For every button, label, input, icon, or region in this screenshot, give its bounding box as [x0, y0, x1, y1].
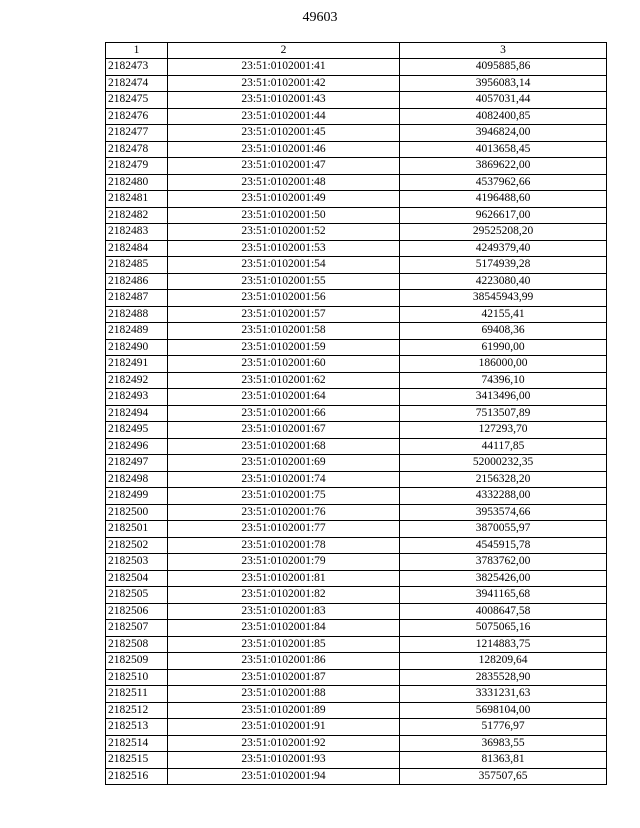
table-row: [106, 504, 607, 521]
table-row: [106, 75, 607, 92]
cell-cadastral-code: 23:51:0102001:60: [168, 356, 400, 373]
cell-number: 2182492: [106, 372, 168, 389]
cell-number: 2182473: [106, 59, 168, 76]
cell-cadastral-code: 23:51:0102001:47: [168, 158, 400, 175]
cell-value: 29525208,20: [400, 224, 607, 241]
cell-value: 4223080,40: [400, 273, 607, 290]
cell-value: 4545915,78: [400, 537, 607, 554]
cell-cadastral-code: 23:51:0102001:55: [168, 273, 400, 290]
cell-number: 2182480: [106, 174, 168, 191]
cell-value: 3783762,00: [400, 554, 607, 571]
cell-cadastral-code: 23:51:0102001:59: [168, 339, 400, 356]
data-table: [105, 42, 607, 785]
cell-number: 2182479: [106, 158, 168, 175]
cell-value: 3825426,00: [400, 570, 607, 587]
table-row: [106, 422, 607, 439]
cell-number: 2182491: [106, 356, 168, 373]
table-row: [106, 92, 607, 109]
cell-number: 2182487: [106, 290, 168, 307]
table-row: [106, 686, 607, 703]
table-row: [106, 191, 607, 208]
cell-cadastral-code: 23:51:0102001:91: [168, 719, 400, 736]
table-row: [106, 389, 607, 406]
cell-cadastral-code: 23:51:0102001:48: [168, 174, 400, 191]
table-row: [106, 752, 607, 769]
cell-value: 3956083,14: [400, 75, 607, 92]
cell-cadastral-code: 23:51:0102001:56: [168, 290, 400, 307]
cell-value: 4249379,40: [400, 240, 607, 257]
cell-value: 4013658,45: [400, 141, 607, 158]
cell-number: 2182488: [106, 306, 168, 323]
cell-cadastral-code: 23:51:0102001:76: [168, 504, 400, 521]
cell-value: 127293,70: [400, 422, 607, 439]
table-row: [106, 306, 607, 323]
cell-cadastral-code: 23:51:0102001:89: [168, 702, 400, 719]
cell-number: 2182509: [106, 653, 168, 670]
cell-number: 2182514: [106, 735, 168, 752]
cell-cadastral-code: 23:51:0102001:88: [168, 686, 400, 703]
cell-value: 3870055,97: [400, 521, 607, 538]
cell-cadastral-code: 23:51:0102001:82: [168, 587, 400, 604]
cell-value: 4008647,58: [400, 603, 607, 620]
cell-number: 2182500: [106, 504, 168, 521]
cell-cadastral-code: 23:51:0102001:43: [168, 92, 400, 109]
cell-number: 2182498: [106, 471, 168, 488]
cell-cadastral-code: 23:51:0102001:69: [168, 455, 400, 472]
table-row: [106, 356, 607, 373]
cell-value: 36983,55: [400, 735, 607, 752]
table-row: [106, 488, 607, 505]
table-row: [106, 158, 607, 175]
cell-cadastral-code: 23:51:0102001:74: [168, 471, 400, 488]
cell-cadastral-code: 23:51:0102001:50: [168, 207, 400, 224]
cell-cadastral-code: 23:51:0102001:41: [168, 59, 400, 76]
cell-value: 186000,00: [400, 356, 607, 373]
cell-number: 2182477: [106, 125, 168, 142]
cell-number: 2182485: [106, 257, 168, 274]
cell-value: 5174939,28: [400, 257, 607, 274]
cell-value: 81363,81: [400, 752, 607, 769]
cell-cadastral-code: 23:51:0102001:77: [168, 521, 400, 538]
table-row: [106, 438, 607, 455]
table-row: [106, 240, 607, 257]
cell-value: 5698104,00: [400, 702, 607, 719]
cell-number: 2182481: [106, 191, 168, 208]
cell-cadastral-code: 23:51:0102001:78: [168, 537, 400, 554]
cell-cadastral-code: 23:51:0102001:49: [168, 191, 400, 208]
cell-cadastral-code: 23:51:0102001:52: [168, 224, 400, 241]
cell-value: 3946824,00: [400, 125, 607, 142]
cell-number: 2182476: [106, 108, 168, 125]
table-row: [106, 554, 607, 571]
cell-number: 2182511: [106, 686, 168, 703]
table-row: [106, 339, 607, 356]
cell-number: 2182478: [106, 141, 168, 158]
cell-cadastral-code: 23:51:0102001:92: [168, 735, 400, 752]
table-row: [106, 125, 607, 142]
table-row: [106, 290, 607, 307]
cell-value: 4082400,85: [400, 108, 607, 125]
cell-value: 52000232,35: [400, 455, 607, 472]
cell-value: 2835528,90: [400, 669, 607, 686]
cell-value: 3869622,00: [400, 158, 607, 175]
table-row: [106, 719, 607, 736]
table-row: [106, 455, 607, 472]
cell-cadastral-code: 23:51:0102001:62: [168, 372, 400, 389]
table-row: [106, 323, 607, 340]
cell-cadastral-code: 23:51:0102001:58: [168, 323, 400, 340]
table-row: [106, 257, 607, 274]
table-body: [106, 59, 607, 785]
cell-cadastral-code: 23:51:0102001:44: [168, 108, 400, 125]
cell-number: 2182482: [106, 207, 168, 224]
cell-value: 4095885,86: [400, 59, 607, 76]
cell-value: 9626617,00: [400, 207, 607, 224]
table-row: [106, 669, 607, 686]
cell-cadastral-code: 23:51:0102001:79: [168, 554, 400, 571]
table-row: [106, 537, 607, 554]
cell-value: 7513507,89: [400, 405, 607, 422]
table-row: [106, 108, 607, 125]
cell-number: 2182495: [106, 422, 168, 439]
cell-cadastral-code: 23:51:0102001:81: [168, 570, 400, 587]
cell-cadastral-code: 23:51:0102001:45: [168, 125, 400, 142]
table-row: [106, 405, 607, 422]
table-row: [106, 620, 607, 637]
cell-number: 2182499: [106, 488, 168, 505]
cell-cadastral-code: 23:51:0102001:87: [168, 669, 400, 686]
cell-value: 4537962,66: [400, 174, 607, 191]
table-row: [106, 372, 607, 389]
table-row: [106, 174, 607, 191]
table-row: [106, 471, 607, 488]
cell-cadastral-code: 23:51:0102001:75: [168, 488, 400, 505]
cell-value: 2156328,20: [400, 471, 607, 488]
table-row: [106, 653, 607, 670]
cell-number: 2182496: [106, 438, 168, 455]
cell-cadastral-code: 23:51:0102001:94: [168, 768, 400, 785]
table-row: [106, 570, 607, 587]
cell-number: 2182510: [106, 669, 168, 686]
cell-cadastral-code: 23:51:0102001:83: [168, 603, 400, 620]
cell-value: 3941165,68: [400, 587, 607, 604]
cell-value: 1214883,75: [400, 636, 607, 653]
table-row: [106, 768, 607, 785]
cell-number: 2182474: [106, 75, 168, 92]
cell-number: 2182486: [106, 273, 168, 290]
cell-value: 3413496,00: [400, 389, 607, 406]
cell-number: 2182504: [106, 570, 168, 587]
cell-number: 2182475: [106, 92, 168, 109]
cell-value: 3953574,66: [400, 504, 607, 521]
cell-number: 2182494: [106, 405, 168, 422]
cell-number: 2182515: [106, 752, 168, 769]
cell-number: 2182505: [106, 587, 168, 604]
cell-cadastral-code: 23:51:0102001:86: [168, 653, 400, 670]
table-row: [106, 603, 607, 620]
cell-cadastral-code: 23:51:0102001:68: [168, 438, 400, 455]
cell-cadastral-code: 23:51:0102001:67: [168, 422, 400, 439]
cell-number: 2182493: [106, 389, 168, 406]
cell-value: 357507,65: [400, 768, 607, 785]
cell-value: 4332288,00: [400, 488, 607, 505]
table-row: [106, 273, 607, 290]
cell-value: 69408,36: [400, 323, 607, 340]
cell-value: 74396,10: [400, 372, 607, 389]
column-header-1: 1: [106, 43, 168, 59]
table-row: [106, 735, 607, 752]
cell-cadastral-code: 23:51:0102001:57: [168, 306, 400, 323]
cell-cadastral-code: 23:51:0102001:93: [168, 752, 400, 769]
cell-number: 2182489: [106, 323, 168, 340]
cell-value: 4057031,44: [400, 92, 607, 109]
column-header-3: 3: [400, 43, 607, 59]
table-row: [106, 636, 607, 653]
cell-value: 3331231,63: [400, 686, 607, 703]
cell-cadastral-code: 23:51:0102001:66: [168, 405, 400, 422]
cell-cadastral-code: 23:51:0102001:84: [168, 620, 400, 637]
table-row: [106, 141, 607, 158]
table-row: [106, 702, 607, 719]
cell-number: 2182501: [106, 521, 168, 538]
table-row: [106, 207, 607, 224]
cell-number: 2182483: [106, 224, 168, 241]
cell-number: 2182506: [106, 603, 168, 620]
table-row: [106, 521, 607, 538]
cell-number: 2182503: [106, 554, 168, 571]
cell-value: 128209,64: [400, 653, 607, 670]
table-header-row: [106, 43, 607, 59]
cell-number: 2182490: [106, 339, 168, 356]
table-row: [106, 587, 607, 604]
column-header-2: 2: [168, 43, 400, 59]
cell-value: 5075065,16: [400, 620, 607, 637]
cell-cadastral-code: 23:51:0102001:46: [168, 141, 400, 158]
cell-value: 42155,41: [400, 306, 607, 323]
table-row: [106, 59, 607, 76]
cell-value: 4196488,60: [400, 191, 607, 208]
cell-cadastral-code: 23:51:0102001:54: [168, 257, 400, 274]
cell-number: 2182484: [106, 240, 168, 257]
cell-value: 61990,00: [400, 339, 607, 356]
cell-value: 38545943,99: [400, 290, 607, 307]
cell-cadastral-code: 23:51:0102001:42: [168, 75, 400, 92]
table-row: [106, 224, 607, 241]
cell-cadastral-code: 23:51:0102001:53: [168, 240, 400, 257]
cell-cadastral-code: 23:51:0102001:85: [168, 636, 400, 653]
cell-number: 2182502: [106, 537, 168, 554]
cell-number: 2182507: [106, 620, 168, 637]
page-number: 49603: [302, 10, 338, 25]
cell-number: 2182508: [106, 636, 168, 653]
cell-value: 51776,97: [400, 719, 607, 736]
cell-value: 44117,85: [400, 438, 607, 455]
cell-number: 2182497: [106, 455, 168, 472]
cell-number: 2182512: [106, 702, 168, 719]
cell-number: 2182516: [106, 768, 168, 785]
cell-cadastral-code: 23:51:0102001:64: [168, 389, 400, 406]
cell-number: 2182513: [106, 719, 168, 736]
